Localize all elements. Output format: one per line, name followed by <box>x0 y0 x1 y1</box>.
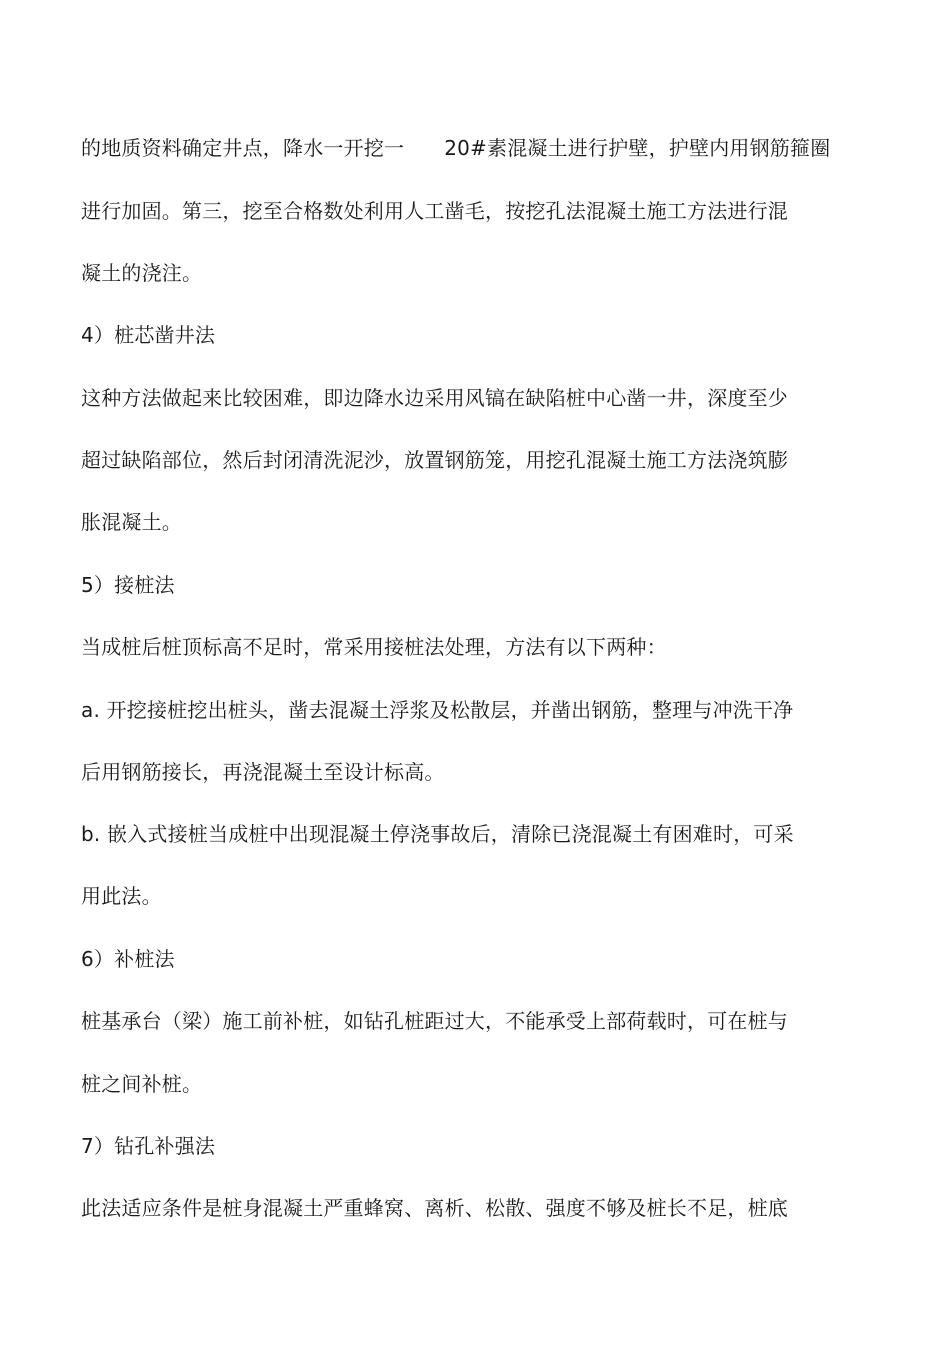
text-line-6: 超过缺陷部位，然后封闭清洗泥沙，放置钢筋笼，用挖孔混凝土施工方法浇筑膨 <box>81 448 788 472</box>
text-line-1 <box>81 136 830 160</box>
text-line-13: 用此法。 <box>81 884 162 908</box>
section-heading-6: 6）补桩法 <box>81 947 175 971</box>
text-line-3: 凝土的浇注。 <box>81 261 203 285</box>
text-line-18: 此法适应条件是桩身混凝土严重蜂窝、离析、松散、强度不够及桩长不足，桩底 <box>81 1196 788 1220</box>
text-line-1-part-b: 20#素混凝土进行护壁，护壁内用钢筋箍圈 <box>444 136 831 160</box>
list-item-a: a. 开挖接桩挖出桩头，凿去混凝土浮浆及松散层，并凿出钢筋，整理与冲洗干净 <box>81 698 794 722</box>
text-line-11: 后用钢筋接长，再浇混凝土至设计标高。 <box>81 760 445 784</box>
text-line-2: 进行加固。第三，挖至合格数处利用人工凿毛，按挖孔法混凝土施工方法进行混 <box>81 199 788 223</box>
text-line-9: 当成桩后桩顶标高不足时，常采用接桩法处理，方法有以下两种： <box>81 635 667 659</box>
text-line-1-part-a: 的地质资料确定井点，降水一开挖一 <box>81 136 405 160</box>
text-line-7: 胀混凝土。 <box>81 510 182 534</box>
text-line-15: 桩基承台（梁）施工前补桩，如钻孔桩距过大，不能承受上部荷载时，可在桩与 <box>81 1009 788 1033</box>
list-item-b: b. 嵌入式接桩当成桩中出现混凝土停浇事故后，清除已浇混凝土有困难时，可采 <box>81 822 794 846</box>
section-heading-5: 5）接桩法 <box>81 573 175 597</box>
section-heading-7: 7）钻孔补强法 <box>81 1134 216 1158</box>
text-line-5: 这种方法做起来比较困难，即边降水边采用风镐在缺陷桩中心凿一井，深度至少 <box>81 386 788 410</box>
text-line-16: 桩之间补桩。 <box>81 1072 203 1096</box>
section-heading-4: 4）桩芯凿井法 <box>81 323 216 347</box>
